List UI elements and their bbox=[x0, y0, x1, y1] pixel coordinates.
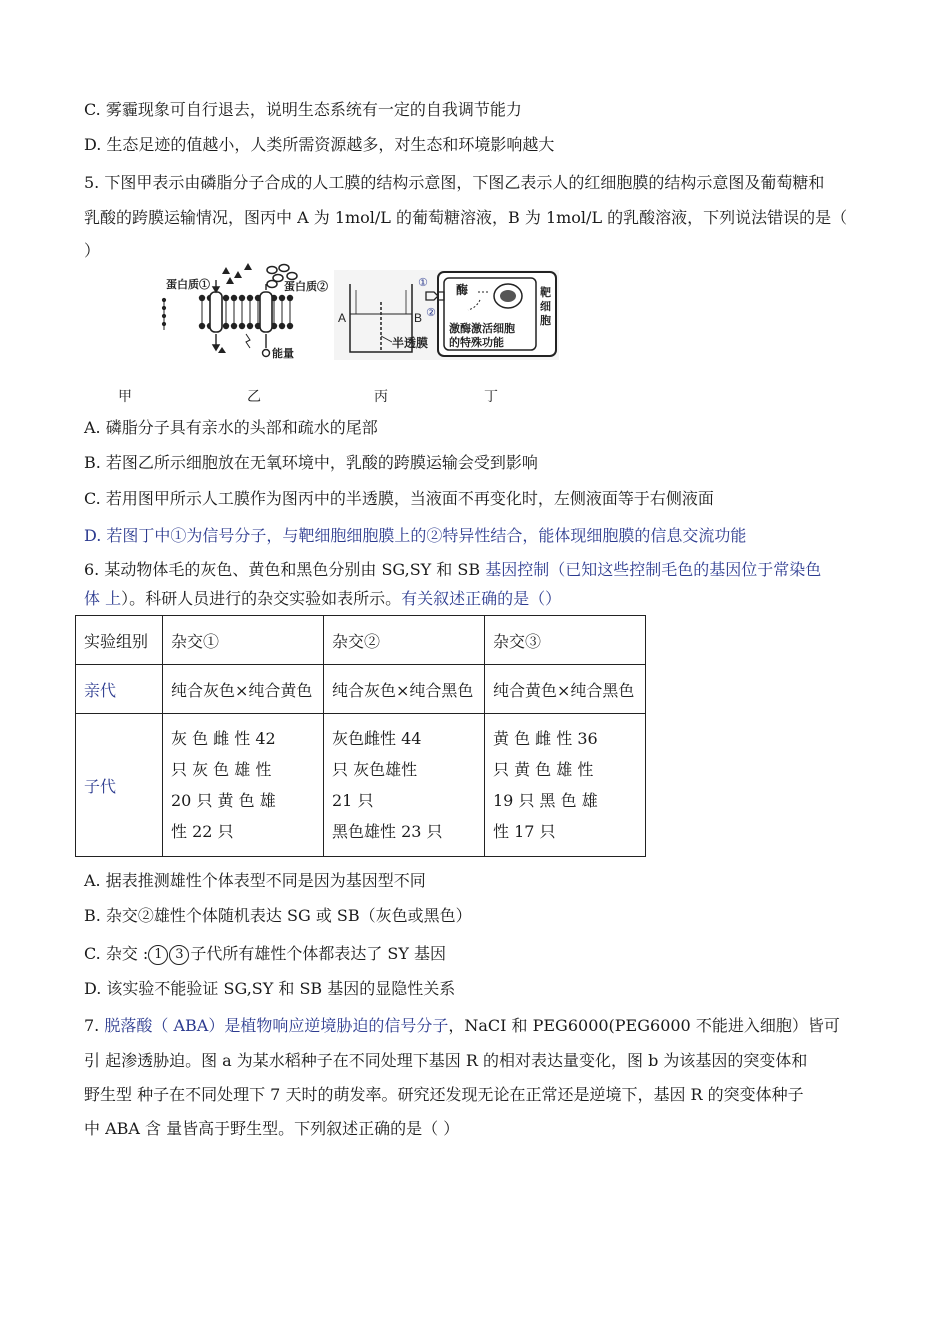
q6-stem-line2: 体 上）。科研人员进行的杂交实验如表所示。有关叙述正确的是（） bbox=[84, 589, 562, 608]
parent-cell: 纯合灰色×纯合黑色 bbox=[324, 665, 485, 714]
q6-option-d: D. 该实验不能验证 SG,SY 和 SB 基因的显隐性关系 bbox=[84, 979, 456, 998]
caption-ding: 丁 bbox=[484, 389, 498, 405]
caption-bing: 丙 bbox=[374, 389, 388, 405]
q7-stem-line3: 野生型 种子在不同处理下 7 天时的萌发率。研究还发现无论在正常还是逆境下，基因 R 的突变体种子 bbox=[84, 1085, 804, 1104]
circled-number: 1 bbox=[148, 945, 168, 965]
q7-stem-line1: 7. 脱落酸（ ABA）是植物响应逆境胁迫的信号分子，NaCI 和 PEG6000(PEG6000 不能进入细胞）皆可 bbox=[84, 1016, 840, 1035]
q5-option-d: D. 若图丁中①为信号分子，与靶细胞细胞膜上的②特异性结合，能体现细胞膜的信息交流功能 bbox=[84, 526, 747, 545]
header-cross-3: 杂交③ bbox=[485, 616, 646, 665]
row-label-offspring: 子代 bbox=[76, 714, 163, 857]
label-target-1: 靶 bbox=[540, 287, 551, 299]
offspring-line: 20 只 黄 色 雄 bbox=[171, 791, 276, 810]
q6-option-b: B. 杂交②雄性个体随机表达 SG 或 SB（灰色或黑色） bbox=[84, 906, 472, 925]
q5-option-a: A. 磷脂分子具有亲水的头部和疏水的尾部 bbox=[84, 418, 378, 437]
label-ding-2: ② bbox=[426, 306, 436, 319]
label-energy: 能量 bbox=[272, 348, 294, 360]
label-kinase-line2: 的特殊功能 bbox=[449, 337, 504, 349]
q5-option-c: C. 若用图甲所示人工膜作为图丙中的半透膜，当液面不再变化时，左侧液面等于右侧液面 bbox=[84, 489, 714, 508]
header-cross-2: 杂交② bbox=[324, 616, 485, 665]
q7-stem-line4: 中 ABA 含 量皆高于野生型。下列叙述正确的是（ ） bbox=[84, 1119, 460, 1138]
label-a: A bbox=[338, 311, 347, 325]
label-protein-2: 蛋白质② bbox=[284, 281, 328, 293]
label-target-2: 细 bbox=[540, 301, 551, 313]
q6-option-a: A. 据表推测雄性个体表型不同是因为基因型不同 bbox=[84, 871, 426, 890]
offspring-line: 黄 色 雌 性 36 bbox=[493, 729, 598, 748]
caption-jia: 甲 bbox=[118, 389, 132, 405]
offspring-line: 性 22 只 bbox=[171, 822, 234, 841]
label-ding-1: ① bbox=[418, 276, 428, 289]
q6-option-c bbox=[84, 944, 446, 965]
offspring-line: 灰色雌性 44 bbox=[332, 729, 422, 748]
table-header-row bbox=[76, 616, 646, 665]
option-c-ecology: C. 雾霾现象可自行退去，说明生态系统有一定的自我调节能力 bbox=[84, 100, 522, 119]
parent-cell: 纯合灰色×纯合黄色 bbox=[163, 665, 324, 714]
offspring-line: 21 只 bbox=[332, 791, 374, 810]
option-d-ecology: D. 生态足迹的值越小，人类所需资源越多，对生态和环境影响越大 bbox=[84, 135, 555, 154]
table-row bbox=[76, 714, 646, 857]
q7-stem-line2: 引 起渗透胁迫。图 a 为某水稻种子在不同处理下基因 R 的相对表达量变化，图 b 为该基因的突变体和 bbox=[84, 1051, 808, 1070]
offspring-cell bbox=[163, 714, 324, 857]
cross-experiment-table bbox=[75, 615, 646, 857]
offspring-line: 灰 色 雌 性 42 bbox=[171, 729, 276, 748]
header-group: 实验组别 bbox=[76, 616, 163, 665]
offspring-line: 19 只 黑 色 雄 bbox=[493, 791, 598, 810]
q6-stem-line1: 6. 某动物体毛的灰色、黄色和黑色分别由 SG,SY 和 SB 基因控制（已知这些控制毛色的基因位于常染色 bbox=[84, 560, 822, 579]
q5-stem-line3: ） bbox=[84, 241, 101, 260]
offspring-line: 只 灰色雄性 bbox=[332, 760, 418, 779]
membrane-figure bbox=[160, 256, 560, 360]
q5-stem-line1: 5. 下图甲表示由磷脂分子合成的人工膜的结构示意图，下图乙表示人的红细胞膜的结构示意图及葡萄糖和 bbox=[84, 173, 825, 192]
label-enzyme: 酶 bbox=[456, 283, 469, 297]
table-row bbox=[76, 665, 646, 714]
caption-yi: 乙 bbox=[247, 389, 261, 405]
label-target-3: 胞 bbox=[540, 315, 551, 327]
offspring-line: 只 灰 色 雄 性 bbox=[171, 760, 272, 779]
offspring-cell bbox=[485, 714, 646, 857]
figure-captions bbox=[0, 386, 950, 406]
offspring-line: 只 黄 色 雄 性 bbox=[493, 760, 594, 779]
offspring-line: 黑色雄性 23 只 bbox=[332, 822, 443, 841]
label-kinase-line1: 激酶激活细胞 bbox=[449, 323, 515, 335]
label-b: B bbox=[414, 311, 423, 325]
figure-yi-membrane bbox=[162, 263, 328, 360]
offspring-line: 性 17 只 bbox=[493, 822, 556, 841]
q5-option-b: B. 若图乙所示细胞放在无氧环境中，乳酸的跨膜运输会受到影响 bbox=[84, 453, 538, 472]
q5-stem-line2: 乳酸的跨膜运输情况，图丙中 A 为 1mol/L 的葡萄糖溶液，B 为 1mol/L 的乳酸溶液，下列说法错误的是（ bbox=[84, 208, 848, 227]
q6-option-c-prefix: C. 杂交 : bbox=[84, 944, 149, 963]
offspring-cell bbox=[324, 714, 485, 857]
label-semipermeable: 半透膜 bbox=[392, 336, 429, 350]
figure-ding-cell bbox=[418, 272, 556, 356]
row-label-parents: 亲代 bbox=[76, 665, 163, 714]
header-cross-1: 杂交① bbox=[163, 616, 324, 665]
q6-option-c-suffix: 子代所有雄性个体都表达了 SY 基因 bbox=[190, 944, 447, 963]
circled-number: 3 bbox=[169, 945, 189, 965]
label-protein-1: 蛋白质① bbox=[166, 279, 210, 291]
parent-cell: 纯合黄色×纯合黑色 bbox=[485, 665, 646, 714]
